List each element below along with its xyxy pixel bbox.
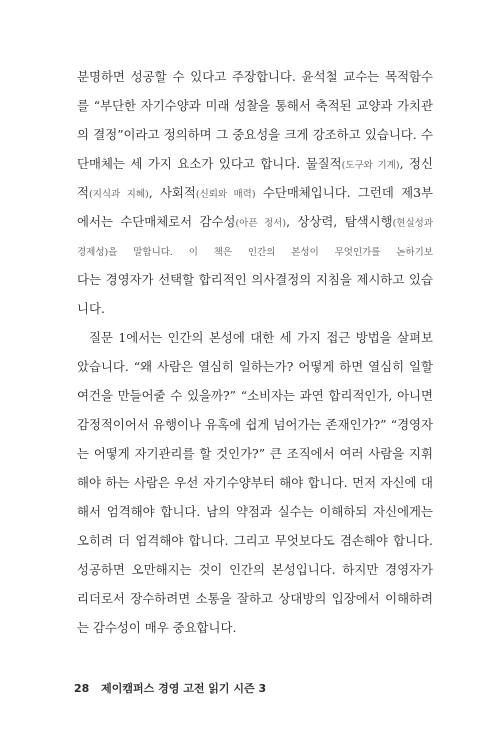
- parenthetical-note: (도구와 기계): [341, 160, 400, 171]
- text-line: 를 “부단한 자기수양과 미래 성찰을 통해서 축적된 교양과 가치관: [77, 98, 433, 113]
- text-segment: 수단매체입니다. 그런데 제3부: [255, 185, 433, 200]
- text-line: 여건을 만들어줄 수 있을까?” “소비자는 과연 합리적인가, 아니면: [77, 388, 433, 403]
- page-number: 28: [74, 682, 90, 695]
- book-title: 제이캠퍼스 경영 고전 읽기 시즌 3: [101, 682, 267, 695]
- paragraph-2: [77, 323, 433, 642]
- text-line: 오히려 더 엄격해야 합니다. 그리고 무엇보다도 겸손해야 합니다.: [77, 533, 433, 548]
- parenthetical-note: (신뢰와 매력): [195, 189, 256, 200]
- text-line: 감정적이어서 유행이나 유혹에 쉽게 넘어가는 존재인가?” “경영자: [77, 417, 433, 432]
- text-line: 질문 1에서는 인간의 본성에 대한 세 가지 접근 방법을 살펴보: [89, 330, 433, 345]
- text-line: 다는 경영자가 선택할 합리적인 의사결정의 지침을 제시하고 있습: [77, 272, 433, 287]
- text-line: 성공하면 오만해지는 것이 인간의 본성입니다. 하지만 경영자가: [77, 562, 433, 577]
- parenthetical-note: (현실성과: [392, 218, 434, 229]
- text-segment: 에서는 수단매체로서 감수성: [77, 214, 236, 229]
- parenthetical-note: (지식과 지혜): [88, 189, 149, 200]
- text-line: 리더로서 장수하려면 소통을 잘하고 상대방의 입장에서 이해하려: [77, 591, 433, 606]
- parenthetical-note-continuation: 경제성)을 말합니다. 이 책은 인간의 본성이 무엇인가를 논하기보: [77, 247, 433, 258]
- text-line: 해서 엄격해야 합니다. 남의 약점과 실수는 이해하되 자신에게는: [77, 504, 433, 519]
- text-segment: 단매체는 세 가지 요소가 있다고 합니다. 물질적: [77, 156, 342, 171]
- text-line: [77, 178, 433, 207]
- text-line: 는 어떻게 자기관리를 할 것인가?” 큰 조직에서 여러 사람을 지휘: [77, 446, 433, 461]
- text-line: 니다.: [77, 301, 105, 316]
- parenthetical-note: (아픈 정서): [235, 218, 287, 229]
- page-footer: [74, 680, 266, 696]
- text-line: 았습니다. “왜 사람은 열심히 일하는가? 어떻게 하면 열심히 일할: [77, 359, 433, 374]
- text-line: 분명하면 성공할 수 있다고 주장합니다. 윤석철 교수는 목적함수: [77, 69, 433, 84]
- text-line: 는 감수성이 매우 중요합니다.: [77, 620, 237, 635]
- text-line: 의 결정”이라고 정의하며 그 중요성을 크게 강조하고 있습니다. 수: [77, 127, 433, 142]
- text-line: 해야 하는 사람은 우선 자기수양부터 해야 합니다. 먼저 자신에 대: [77, 475, 433, 490]
- paragraph-1: [77, 62, 433, 323]
- text-line: [77, 207, 433, 236]
- text-segment: 적: [77, 185, 89, 200]
- text-segment: , 사회적: [148, 185, 196, 200]
- text-line: [77, 149, 433, 178]
- text-segment: , 정신: [399, 156, 433, 171]
- text-segment: , 상상력, 탐색시행: [286, 214, 393, 229]
- text-line: [77, 236, 433, 265]
